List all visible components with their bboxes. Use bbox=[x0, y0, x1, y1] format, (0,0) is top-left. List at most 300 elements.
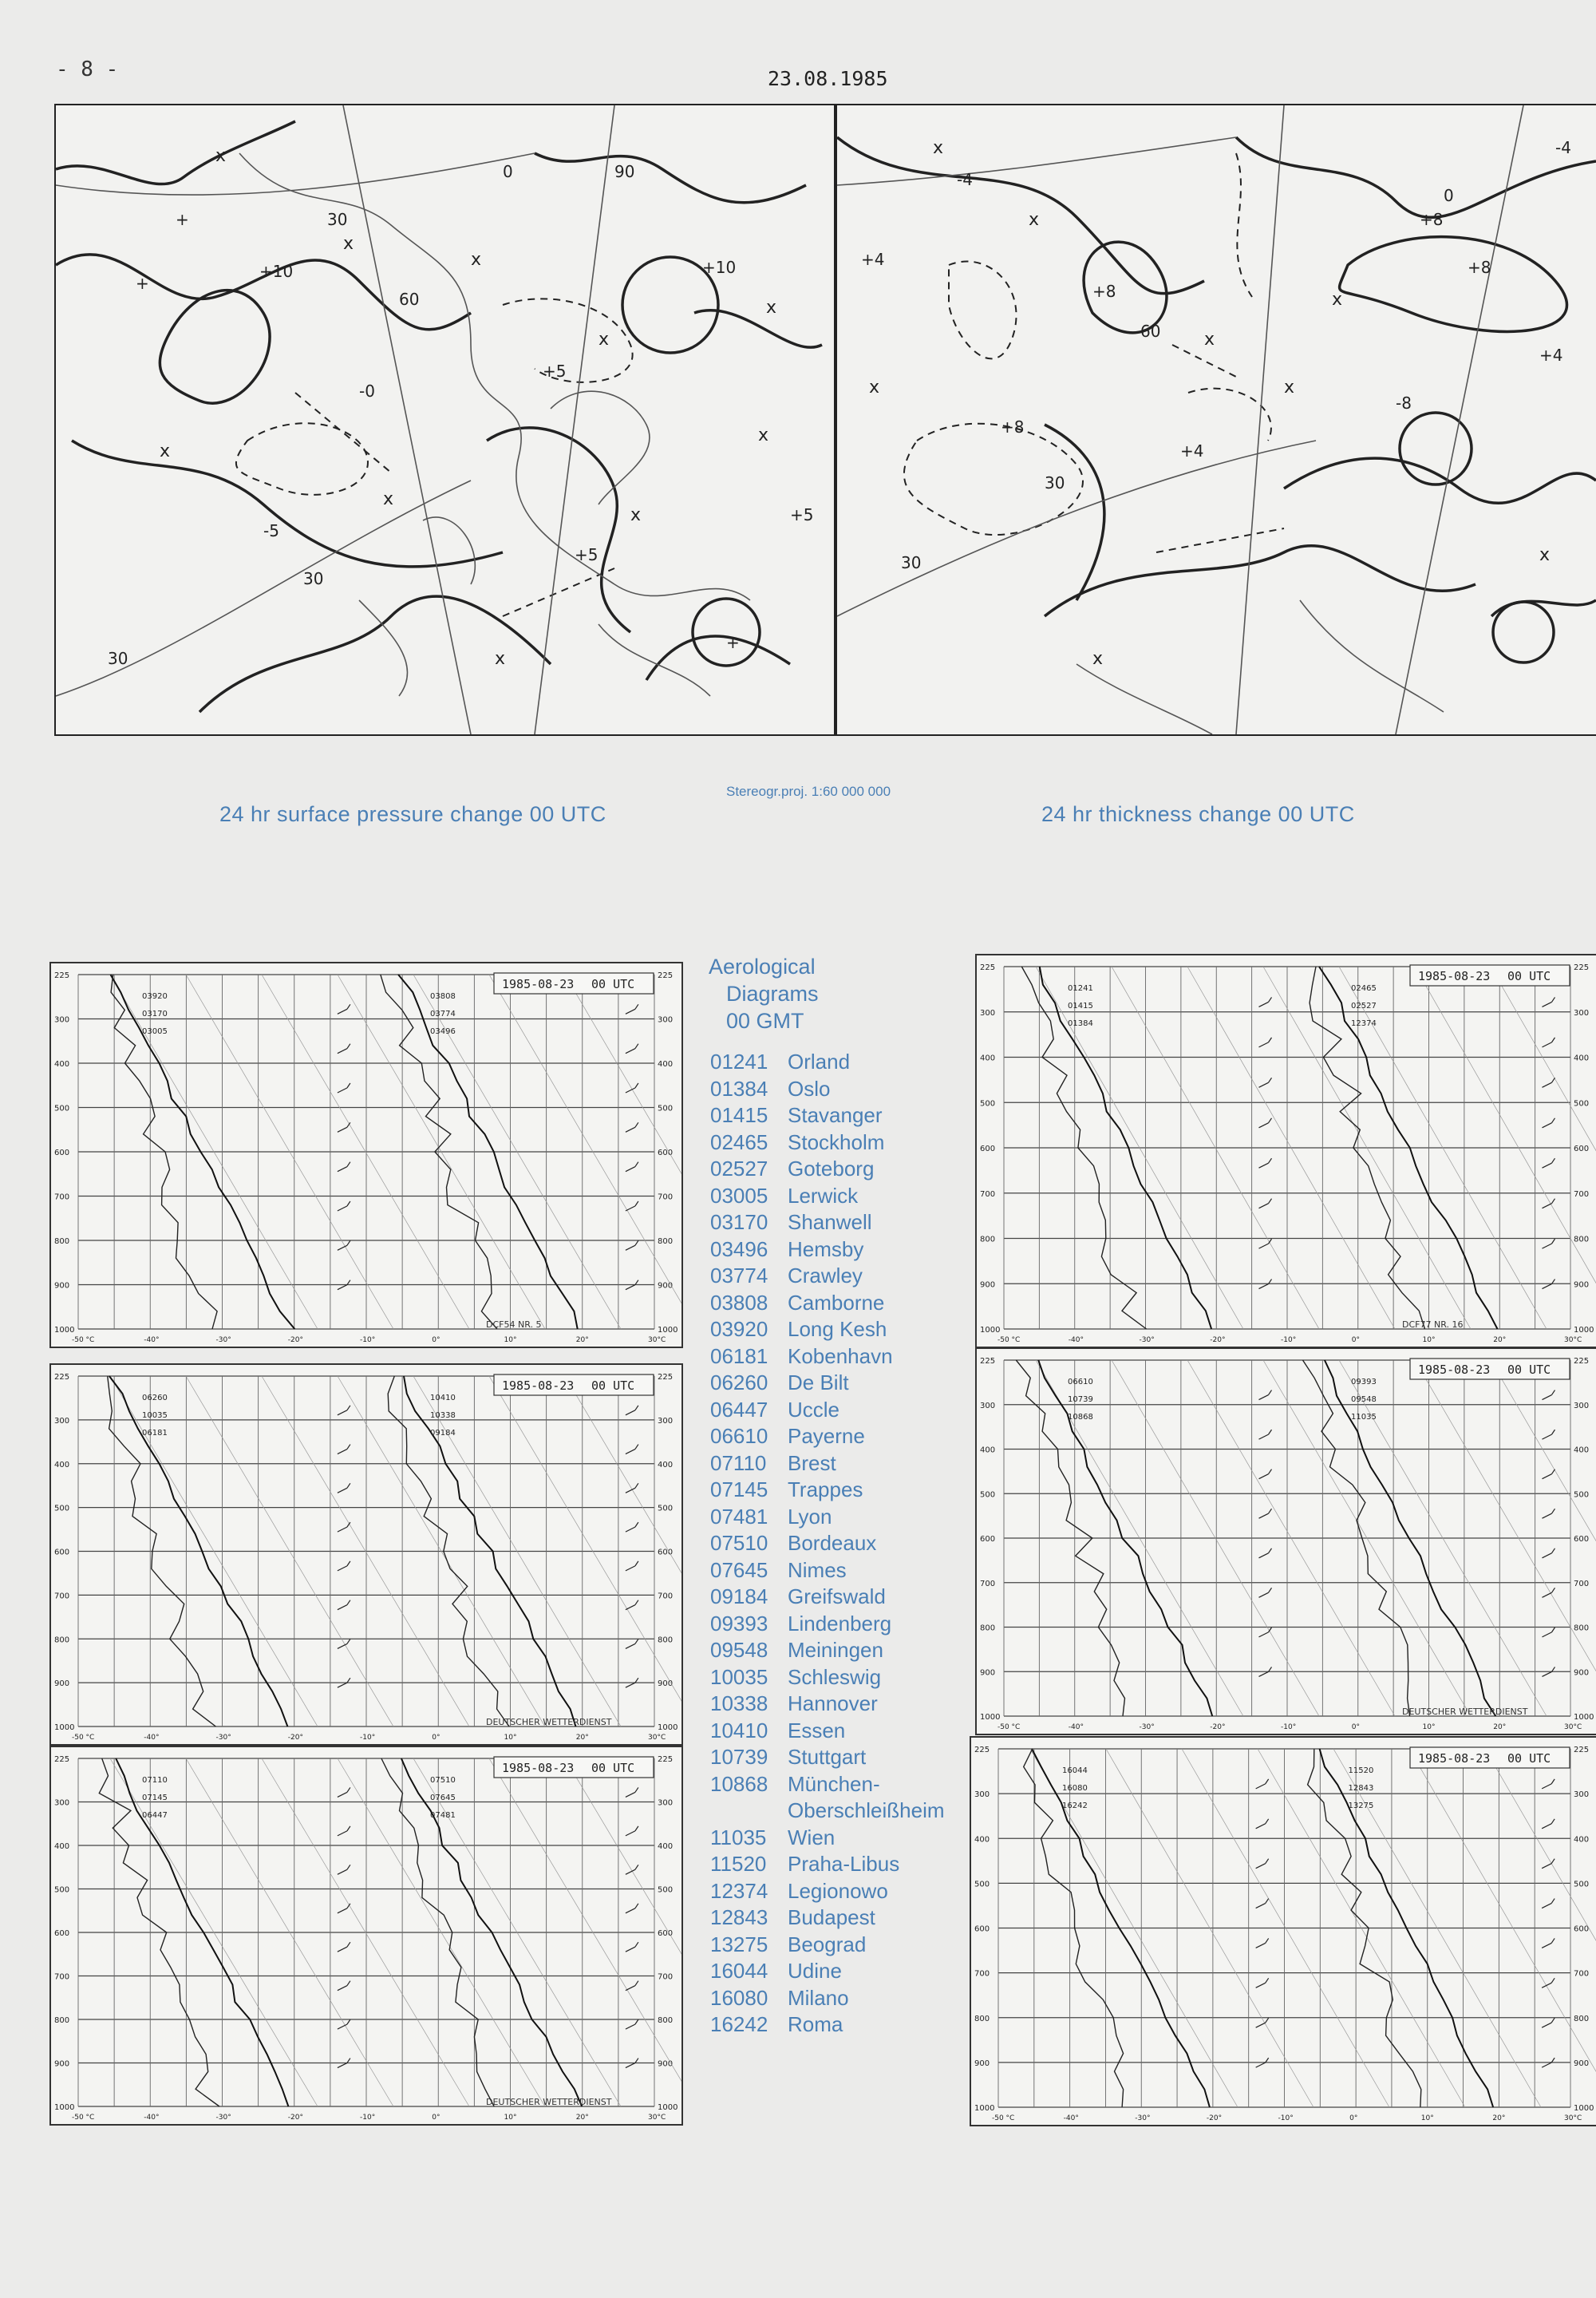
surface-pressure-change-map bbox=[54, 104, 836, 736]
pressure-label: 300 bbox=[54, 1015, 70, 1025]
pressure-label: 800 bbox=[974, 2014, 990, 2023]
pressure-label: 225 bbox=[658, 1755, 674, 1764]
station-name: Shanwell bbox=[788, 1210, 872, 1234]
temperature-tick: 0° bbox=[432, 1336, 440, 1344]
diagram-station-code: 10338 bbox=[430, 1411, 456, 1420]
svg-text:x: x bbox=[630, 505, 642, 525]
station-code: 03496 bbox=[710, 1236, 768, 1261]
pressure-label: 500 bbox=[974, 1880, 990, 1889]
diagram-caption: DEUTSCHER WETTERDIENST bbox=[1402, 1707, 1528, 1717]
pressure-label: 900 bbox=[54, 1281, 70, 1291]
temperature-tick: 0° bbox=[1351, 1336, 1360, 1344]
svg-text:x: x bbox=[869, 378, 880, 398]
station-item bbox=[702, 1904, 966, 1932]
pressure-label: 700 bbox=[1574, 1579, 1590, 1588]
temperature-tick: -40° bbox=[1068, 1336, 1084, 1344]
temperature-tick: -20° bbox=[287, 1336, 303, 1344]
station-item bbox=[702, 1584, 966, 1611]
svg-text:x: x bbox=[758, 425, 769, 445]
pressure-label: 600 bbox=[1574, 1145, 1590, 1153]
svg-text:60: 60 bbox=[1140, 322, 1161, 341]
page-date: 23.08.1985 bbox=[768, 67, 888, 90]
temperature-tick: -10° bbox=[1281, 1336, 1297, 1344]
svg-text:+5: +5 bbox=[543, 362, 567, 381]
pressure-label: 600 bbox=[54, 1149, 70, 1157]
station-code: 11035 bbox=[710, 1825, 767, 1849]
station-code: 10868 bbox=[710, 1771, 768, 1796]
diagram-time-stamp: 00 UTC bbox=[591, 977, 635, 991]
temperature-tick: 10° bbox=[504, 1336, 517, 1344]
temperature-tick: -30° bbox=[1135, 2114, 1151, 2122]
pressure-label: 300 bbox=[658, 1416, 674, 1426]
station-code: 11520 bbox=[710, 1852, 767, 1876]
pressure-label: 900 bbox=[974, 2059, 990, 2068]
svg-text:+: + bbox=[136, 274, 149, 293]
temperature-tick: -40° bbox=[144, 2114, 160, 2122]
station-code: 03920 bbox=[710, 1317, 768, 1341]
svg-text:+8: +8 bbox=[1420, 210, 1444, 229]
svg-text:30: 30 bbox=[303, 569, 324, 588]
station-code: 09393 bbox=[710, 1611, 768, 1635]
diagram-station-code: 09548 bbox=[1351, 1395, 1377, 1404]
pressure-label: 800 bbox=[1574, 1235, 1590, 1244]
svg-text:x: x bbox=[1539, 545, 1551, 565]
svg-text:0: 0 bbox=[1444, 186, 1454, 205]
pressure-label: 500 bbox=[1574, 1490, 1590, 1500]
temperature-tick: -30° bbox=[215, 1734, 231, 1742]
pressure-label: 700 bbox=[980, 1189, 996, 1199]
svg-text:+: + bbox=[176, 210, 189, 229]
station-name: Payerne bbox=[788, 1424, 865, 1448]
station-name: Orland bbox=[788, 1050, 851, 1074]
pressure-label: 600 bbox=[658, 1929, 674, 1938]
pressure-label: 700 bbox=[658, 1193, 674, 1202]
station-name: Legionowo bbox=[788, 1878, 888, 1903]
station-item bbox=[702, 1290, 966, 1317]
diagram-station-code: 07481 bbox=[430, 1811, 456, 1820]
diagram-station-code: 03808 bbox=[430, 992, 456, 1001]
station-code: 03005 bbox=[710, 1183, 768, 1208]
diagram-caption: DEUTSCHER WETTERDIENST bbox=[486, 2097, 612, 2107]
temperature-tick: 20° bbox=[1492, 2114, 1506, 2122]
thickness-change-map bbox=[836, 104, 1596, 736]
svg-text:+8: +8 bbox=[1468, 258, 1491, 277]
pressure-label: 500 bbox=[980, 1099, 996, 1109]
pressure-label: 900 bbox=[54, 1679, 70, 1689]
station-code: 03170 bbox=[710, 1210, 768, 1234]
station-name: Nimes bbox=[788, 1557, 847, 1582]
pressure-label: 225 bbox=[1574, 1357, 1590, 1366]
station-item bbox=[702, 2011, 966, 2039]
station-item bbox=[702, 1102, 966, 1129]
diagram-station-code: 02527 bbox=[1351, 1002, 1377, 1011]
diagram-station-code: 09393 bbox=[1351, 1378, 1377, 1386]
diagram-station-code: 16044 bbox=[1062, 1766, 1088, 1775]
station-name: Oslo bbox=[788, 1076, 831, 1101]
pressure-label: 225 bbox=[658, 1373, 674, 1382]
diagram-station-code: 03774 bbox=[430, 1010, 456, 1018]
station-name: Stuttgart bbox=[788, 1745, 867, 1769]
pressure-label: 900 bbox=[658, 1281, 674, 1291]
station-code: 07110 bbox=[710, 1450, 767, 1475]
station-code: 10410 bbox=[710, 1718, 768, 1742]
svg-text:x: x bbox=[933, 138, 944, 158]
pressure-label: 900 bbox=[980, 1668, 996, 1678]
pressure-label: 800 bbox=[54, 2016, 70, 2025]
svg-text:+10: +10 bbox=[259, 262, 294, 281]
pressure-label: 1000 bbox=[1574, 2104, 1594, 2113]
diagram-station-code: 10868 bbox=[1068, 1413, 1093, 1422]
station-code: 13275 bbox=[710, 1932, 768, 1956]
pressure-label: 500 bbox=[658, 1104, 674, 1113]
pressure-label: 225 bbox=[1574, 1746, 1590, 1754]
temperature-tick: 10° bbox=[504, 2114, 517, 2122]
svg-text:x: x bbox=[1204, 330, 1215, 350]
legend-title-line-1: Aerological bbox=[709, 955, 816, 979]
station-item bbox=[702, 1557, 966, 1584]
svg-text:+5: +5 bbox=[575, 545, 598, 564]
station-item bbox=[702, 1985, 966, 2012]
station-name: Hannover bbox=[788, 1691, 878, 1715]
diagram-station-code: 01415 bbox=[1068, 1002, 1093, 1011]
pressure-label: 800 bbox=[1574, 2014, 1590, 2023]
temperature-tick: 0° bbox=[1349, 2114, 1358, 2122]
pressure-label: 800 bbox=[980, 1235, 996, 1244]
station-name: Kobenhavn bbox=[788, 1343, 893, 1368]
station-item bbox=[702, 1343, 966, 1370]
station-name: Essen bbox=[788, 1718, 846, 1742]
pressure-label: 900 bbox=[658, 2059, 674, 2069]
station-code: 09548 bbox=[710, 1638, 768, 1662]
svg-text:+: + bbox=[726, 633, 740, 652]
station-name: München- bbox=[788, 1771, 880, 1796]
station-code: 07645 bbox=[710, 1557, 768, 1582]
pressure-label: 800 bbox=[658, 1635, 674, 1645]
temperature-tick: 20° bbox=[575, 1734, 589, 1742]
diagram-station-code: 11035 bbox=[1351, 1413, 1377, 1422]
station-name: Greifswald bbox=[788, 1584, 886, 1608]
station-name: Hemsby bbox=[788, 1236, 864, 1261]
pressure-label: 400 bbox=[658, 1060, 674, 1069]
svg-text:+4: +4 bbox=[1539, 346, 1563, 365]
diagram-station-code: 10035 bbox=[142, 1411, 168, 1420]
pressure-label: 300 bbox=[54, 1416, 70, 1426]
pressure-label: 800 bbox=[658, 2016, 674, 2025]
temperature-tick: 30°C bbox=[1564, 1336, 1582, 1344]
pressure-label: 1000 bbox=[54, 1326, 75, 1335]
station-item bbox=[702, 1263, 966, 1290]
aerological-diagram-6 bbox=[970, 1736, 1596, 2126]
pressure-label: 500 bbox=[980, 1490, 996, 1500]
station-item bbox=[702, 1798, 966, 1825]
svg-text:x: x bbox=[1029, 210, 1040, 230]
temperature-tick: -50 °C bbox=[72, 1336, 95, 1344]
temperature-tick: 0° bbox=[432, 2114, 440, 2122]
pressure-label: 700 bbox=[980, 1579, 996, 1588]
station-code bbox=[702, 1798, 784, 1825]
diagram-date-stamp: 1985-08-23 bbox=[502, 1378, 575, 1393]
pressure-label: 400 bbox=[980, 1446, 996, 1455]
station-item bbox=[702, 1718, 966, 1745]
pressure-label: 600 bbox=[658, 1149, 674, 1157]
pressure-label: 225 bbox=[54, 971, 70, 980]
diagram-station-code: 06181 bbox=[142, 1429, 168, 1438]
pressure-label: 300 bbox=[658, 1015, 674, 1025]
diagram-station-code: 10739 bbox=[1068, 1395, 1093, 1404]
diagram-station-code: 07645 bbox=[430, 1794, 456, 1802]
pressure-label: 500 bbox=[54, 1504, 70, 1513]
temperature-tick: 30°C bbox=[1564, 2114, 1582, 2122]
pressure-label: 400 bbox=[658, 1842, 674, 1851]
station-name: Lindenberg bbox=[788, 1611, 892, 1635]
svg-text:+8: +8 bbox=[1092, 282, 1116, 301]
temperature-tick: 20° bbox=[575, 1336, 589, 1344]
svg-text:x: x bbox=[598, 330, 610, 350]
diagram-station-code: 12843 bbox=[1348, 1784, 1374, 1793]
station-code: 16242 bbox=[710, 2012, 768, 2036]
aerological-diagram-1 bbox=[49, 962, 683, 1348]
station-code: 10739 bbox=[710, 1745, 768, 1769]
temperature-tick: 20° bbox=[575, 2114, 589, 2122]
diagram-station-code: 13275 bbox=[1348, 1802, 1374, 1810]
pressure-label: 600 bbox=[54, 1548, 70, 1557]
aerological-diagram-3 bbox=[49, 1746, 683, 2126]
station-item bbox=[702, 1049, 966, 1076]
temperature-tick: -20° bbox=[1210, 1336, 1226, 1344]
temperature-tick: -50 °C bbox=[72, 1734, 95, 1742]
station-code: 06260 bbox=[710, 1370, 768, 1394]
station-code: 01415 bbox=[710, 1103, 768, 1127]
temperature-tick: 30°C bbox=[648, 1734, 666, 1742]
station-code: 07510 bbox=[710, 1531, 768, 1555]
diagram-station-code: 06447 bbox=[142, 1811, 168, 1820]
station-item bbox=[702, 1611, 966, 1638]
pressure-label: 400 bbox=[1574, 1054, 1590, 1063]
surface-pressure-caption: 24 hr surface pressure change 00 UTC bbox=[219, 802, 606, 826]
pressure-label: 225 bbox=[54, 1755, 70, 1764]
station-code: 02465 bbox=[710, 1129, 768, 1154]
station-item bbox=[702, 1129, 966, 1157]
pressure-label: 1000 bbox=[1574, 1326, 1594, 1335]
temperature-tick: -40° bbox=[1063, 2114, 1079, 2122]
temperature-tick: 0° bbox=[1351, 1723, 1360, 1731]
pressure-label: 500 bbox=[1574, 1099, 1590, 1109]
pressure-label: 900 bbox=[980, 1280, 996, 1290]
station-item bbox=[702, 1691, 966, 1718]
temperature-tick: -10° bbox=[360, 2114, 376, 2122]
station-list bbox=[702, 1049, 966, 2039]
station-name: Oberschleißheim bbox=[788, 1798, 945, 1822]
station-code: 03808 bbox=[710, 1290, 768, 1315]
station-item bbox=[702, 1504, 966, 1531]
station-name: Budapest bbox=[788, 1905, 875, 1929]
svg-text:x: x bbox=[495, 649, 506, 669]
station-item bbox=[702, 1932, 966, 1959]
svg-text:-8: -8 bbox=[1396, 394, 1412, 413]
temperature-tick: 20° bbox=[1493, 1723, 1507, 1731]
station-name: Lerwick bbox=[788, 1183, 859, 1208]
station-item bbox=[702, 1183, 966, 1210]
diagram-time-stamp: 00 UTC bbox=[1507, 1363, 1551, 1377]
station-name: Long Kesh bbox=[788, 1317, 887, 1341]
station-name: Milano bbox=[788, 1985, 849, 2010]
diagram-station-code: 16242 bbox=[1062, 1802, 1088, 1810]
station-code: 06447 bbox=[710, 1397, 768, 1422]
temperature-tick: 10° bbox=[504, 1734, 517, 1742]
diagram-station-code: 12374 bbox=[1351, 1019, 1377, 1028]
station-item bbox=[702, 1477, 966, 1504]
station-item bbox=[702, 1076, 966, 1103]
station-item bbox=[702, 1156, 966, 1183]
station-code: 01384 bbox=[710, 1076, 768, 1101]
pressure-label: 800 bbox=[980, 1624, 996, 1633]
pressure-label: 225 bbox=[658, 971, 674, 980]
pressure-label: 225 bbox=[1574, 963, 1590, 972]
pressure-label: 700 bbox=[54, 1592, 70, 1601]
pressure-label: 300 bbox=[974, 1790, 990, 1800]
diagram-caption: DCF77 NR. 16 bbox=[1402, 1319, 1464, 1330]
pressure-label: 700 bbox=[974, 1969, 990, 1979]
pressure-label: 500 bbox=[54, 1885, 70, 1895]
diagram-station-code: 01241 bbox=[1068, 984, 1093, 993]
station-name: Schleswig bbox=[788, 1664, 882, 1689]
pressure-label: 400 bbox=[54, 1460, 70, 1469]
diagram-station-code: 03920 bbox=[142, 992, 168, 1001]
station-name: Praha-Libus bbox=[788, 1852, 900, 1876]
diagram-time-stamp: 00 UTC bbox=[1507, 1751, 1551, 1766]
station-code: 09184 bbox=[710, 1584, 768, 1608]
station-name: Goteborg bbox=[788, 1157, 875, 1181]
pressure-label: 225 bbox=[980, 963, 996, 972]
svg-text:x: x bbox=[1284, 378, 1295, 398]
pressure-label: 400 bbox=[980, 1054, 996, 1063]
pressure-label: 600 bbox=[658, 1548, 674, 1557]
diagram-date-stamp: 1985-08-23 bbox=[502, 977, 575, 991]
station-item bbox=[702, 1744, 966, 1771]
pressure-label: 300 bbox=[1574, 1401, 1590, 1410]
station-item bbox=[702, 1637, 966, 1664]
pressure-label: 800 bbox=[658, 1237, 674, 1246]
aerological-diagram-5 bbox=[975, 1347, 1596, 1735]
station-code: 07481 bbox=[710, 1504, 768, 1529]
svg-text:x: x bbox=[160, 441, 171, 461]
diagram-station-code: 16080 bbox=[1062, 1784, 1088, 1793]
station-code: 12843 bbox=[710, 1905, 768, 1929]
svg-text:60: 60 bbox=[399, 290, 420, 309]
temperature-tick: 10° bbox=[1422, 1723, 1436, 1731]
pressure-label: 900 bbox=[54, 2059, 70, 2069]
pressure-label: 1000 bbox=[658, 2103, 678, 2112]
legend-title-line-3: 00 GMT bbox=[726, 1009, 804, 1033]
station-item bbox=[702, 1664, 966, 1691]
diagram-station-code: 01384 bbox=[1068, 1019, 1093, 1028]
station-item bbox=[702, 1236, 966, 1264]
pressure-label: 1000 bbox=[980, 1326, 1001, 1335]
station-item bbox=[702, 1209, 966, 1236]
station-name: Lyon bbox=[788, 1504, 832, 1529]
pressure-label: 900 bbox=[658, 1679, 674, 1689]
pressure-label: 300 bbox=[1574, 1790, 1590, 1800]
station-item bbox=[702, 1397, 966, 1424]
temperature-tick: 0° bbox=[432, 1734, 440, 1742]
pressure-label: 900 bbox=[1574, 1668, 1590, 1678]
diagram-station-code: 03170 bbox=[142, 1010, 168, 1018]
pressure-label: 700 bbox=[658, 1592, 674, 1601]
station-name: Roma bbox=[788, 2012, 843, 2036]
svg-text:-4: -4 bbox=[1555, 138, 1571, 157]
pressure-label: 500 bbox=[658, 1885, 674, 1895]
diagram-station-code: 11520 bbox=[1348, 1766, 1374, 1775]
diagram-station-code: 07510 bbox=[430, 1776, 456, 1785]
svg-text:+4: +4 bbox=[1180, 441, 1204, 461]
pressure-label: 1000 bbox=[980, 1713, 1001, 1722]
svg-text:30: 30 bbox=[327, 210, 348, 229]
svg-text:x: x bbox=[766, 298, 777, 318]
legend-title-line-2: Diagrams bbox=[726, 982, 819, 1006]
station-name: Trappes bbox=[788, 1477, 863, 1501]
pressure-label: 225 bbox=[974, 1746, 990, 1754]
station-code: 10035 bbox=[710, 1664, 768, 1689]
station-name: Beograd bbox=[788, 1932, 867, 1956]
pressure-label: 225 bbox=[54, 1373, 70, 1382]
station-code: 03774 bbox=[710, 1264, 768, 1287]
page-number: - 8 - bbox=[56, 57, 119, 81]
temperature-tick: -40° bbox=[1068, 1723, 1084, 1731]
station-item bbox=[702, 1958, 966, 1985]
station-name: Udine bbox=[788, 1959, 842, 1983]
pressure-label: 600 bbox=[54, 1929, 70, 1938]
pressure-label: 225 bbox=[980, 1357, 996, 1366]
pressure-label: 400 bbox=[658, 1460, 674, 1469]
svg-text:30: 30 bbox=[1045, 473, 1065, 492]
diagram-station-code: 06260 bbox=[142, 1394, 168, 1402]
legend-title bbox=[702, 953, 966, 1034]
station-name: Meiningen bbox=[788, 1638, 883, 1662]
temperature-tick: -10° bbox=[1281, 1723, 1297, 1731]
diagram-station-code: 03005 bbox=[142, 1027, 168, 1036]
svg-text:90: 90 bbox=[614, 162, 635, 181]
pressure-label: 600 bbox=[1574, 1535, 1590, 1544]
svg-text:+10: +10 bbox=[702, 258, 737, 277]
pressure-label: 600 bbox=[980, 1535, 996, 1544]
pressure-label: 400 bbox=[54, 1842, 70, 1851]
station-name: Wien bbox=[788, 1825, 836, 1849]
svg-text:x: x bbox=[471, 250, 482, 270]
temperature-tick: 30°C bbox=[648, 2114, 666, 2122]
diagram-station-code: 07145 bbox=[142, 1794, 168, 1802]
station-name: Bordeaux bbox=[788, 1531, 877, 1555]
temperature-tick: -40° bbox=[144, 1734, 160, 1742]
temperature-tick: 30°C bbox=[648, 1336, 666, 1344]
aerological-diagram-4 bbox=[975, 954, 1596, 1348]
thickness-caption: 24 hr thickness change 00 UTC bbox=[1041, 802, 1355, 826]
station-name: Stavanger bbox=[788, 1103, 883, 1127]
temperature-tick: 20° bbox=[1493, 1336, 1507, 1344]
pressure-label: 700 bbox=[54, 1972, 70, 1982]
pressure-label: 400 bbox=[1574, 1446, 1590, 1455]
svg-text:+5: +5 bbox=[790, 505, 814, 524]
diagram-station-code: 06610 bbox=[1068, 1378, 1093, 1386]
station-item bbox=[702, 1316, 966, 1343]
station-item bbox=[702, 1530, 966, 1557]
diagram-date-stamp: 1985-08-23 bbox=[502, 1761, 575, 1775]
pressure-label: 400 bbox=[54, 1060, 70, 1069]
station-name: Crawley bbox=[788, 1264, 863, 1287]
station-item bbox=[702, 1423, 966, 1450]
pressure-label: 600 bbox=[1574, 1924, 1590, 1934]
svg-text:x: x bbox=[383, 489, 394, 509]
svg-text:x: x bbox=[1092, 649, 1104, 669]
